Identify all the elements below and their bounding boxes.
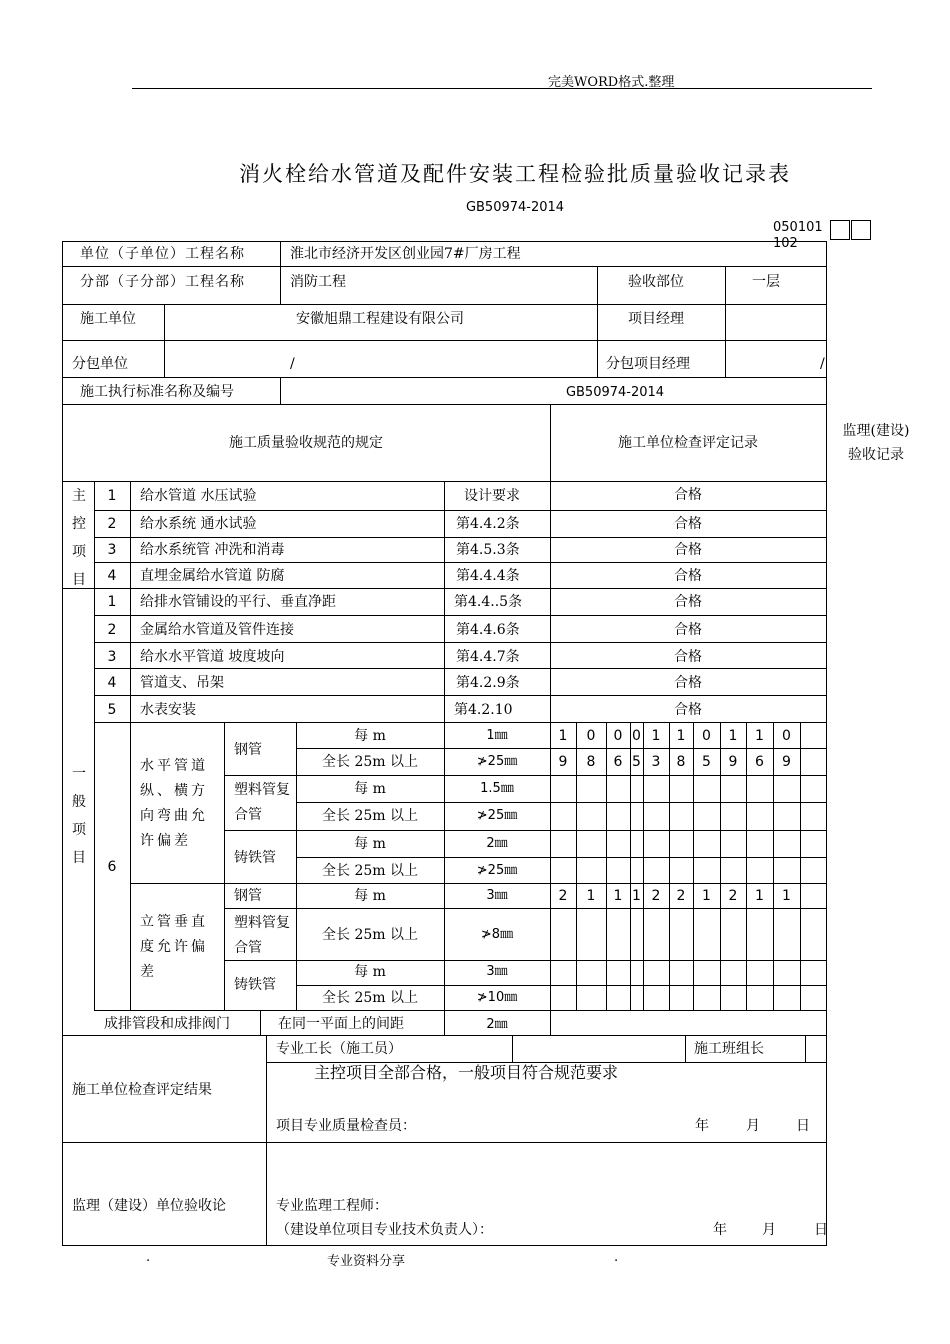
general-item-4-clause: 第4.2.9条 xyxy=(456,675,520,691)
supervisor-column-header-2: 验收记录 xyxy=(848,447,904,463)
h-plastic-full-label: 全长 25m 以上 xyxy=(322,808,418,824)
v-steel-per-m-measure-5: 2 xyxy=(651,888,661,904)
v-steel-per-m-measure-3: 1 xyxy=(613,888,623,904)
h-steel-per-m-tol: 1㎜ xyxy=(486,728,508,743)
conclusion-text: 主控项目全部合格，一般项目符合规范要求 xyxy=(314,1063,619,1082)
contractor-value: 安徽旭鼎工程建设有限公司 xyxy=(296,311,464,327)
general-item-5-clause: 第4.2.10 xyxy=(454,702,513,718)
h-steel-full-measure-2: 8 xyxy=(586,754,596,770)
main-items-label: 主控项目 xyxy=(72,488,86,588)
general-item-2-no: 2 xyxy=(107,622,117,638)
main-item-3-clause: 第4.5.3条 xyxy=(456,542,520,558)
h-iron-full-label: 全长 25m 以上 xyxy=(322,863,418,879)
unit-name-label: 单位（子单位）工程名称 xyxy=(80,246,245,262)
main-item-2-clause: 第4.4.2条 xyxy=(456,516,520,532)
h-plastic-per-m-tol: 1.5㎜ xyxy=(480,781,514,796)
h-steel-per-m-measure-10: 0 xyxy=(782,728,791,744)
h-steel-full-tol: ≯25㎜ xyxy=(476,754,518,769)
general-item-5-name: 水表安装 xyxy=(140,702,196,718)
sub-pm-value: / xyxy=(820,356,825,372)
h-iron-label: 铸铁管 xyxy=(234,850,276,866)
result-year: 年 xyxy=(695,1118,709,1134)
general-item-1-result: 合格 xyxy=(674,594,702,610)
row7-value: 2㎜ xyxy=(486,1017,508,1032)
main-item-3-no: 3 xyxy=(107,542,117,558)
supervisor-column-header-1: 监理(建设) xyxy=(842,423,910,439)
unit-name-value: 淮北市经济开发区创业园7#厂房工程 xyxy=(290,246,521,262)
general-item-2-name: 金属给水管道及管件连接 xyxy=(140,622,294,638)
foreman-label: 专业工长（施工员） xyxy=(276,1041,402,1057)
footer-text: 专业资料分享 xyxy=(327,1254,406,1269)
main-item-2-name: 给水系统 通水试验 xyxy=(140,516,257,532)
general-item-4-name: 管道支、吊架 xyxy=(140,675,224,691)
general-item-4-result: 合格 xyxy=(674,675,702,691)
footer-right-dot: . xyxy=(614,1250,619,1265)
v-steel-per-m-measure-7: 1 xyxy=(702,888,711,904)
v-plastic-full-tol: ≯8㎜ xyxy=(480,927,514,942)
form-code: 050101102 xyxy=(773,220,823,251)
main-item-1-result: 合格 xyxy=(674,487,702,503)
v-steel-per-m-measure-4: 1 xyxy=(632,888,641,904)
supervision-day: 日 xyxy=(814,1222,828,1238)
general-item-3-result: 合格 xyxy=(674,649,702,665)
vertical-deviation-label: 立管垂直度允许偏差 xyxy=(140,914,208,980)
general-item-2-result: 合格 xyxy=(674,622,702,638)
v-steel-per-m-measure-10: 1 xyxy=(782,888,791,904)
contractor-result-label: 施工单位检查评定结果 xyxy=(72,1082,212,1098)
main-item-3-name: 给水系统管 冲洗和消毒 xyxy=(140,542,285,558)
owner-tech-lead-label: （建设单位项目专业技术负责人）： xyxy=(276,1222,493,1238)
main-item-2-result: 合格 xyxy=(674,516,702,532)
sub-division-label: 分部（子分部）工程名称 xyxy=(80,274,245,290)
main-item-3-result: 合格 xyxy=(674,542,702,558)
item6-no: 6 xyxy=(107,859,117,875)
v-iron-per-m-tol: 3㎜ xyxy=(486,964,508,979)
h-steel-label: 钢管 xyxy=(234,742,262,758)
general-item-3-clause: 第4.4.7条 xyxy=(456,649,520,665)
supervision-month: 月 xyxy=(762,1222,776,1238)
v-steel-per-m-measure-2: 1 xyxy=(586,888,596,904)
check-column-header: 施工单位检查评定记录 xyxy=(618,435,758,451)
project-manager-label: 项目经理 xyxy=(628,311,684,327)
subcontractor-label: 分包单位 xyxy=(72,356,128,372)
standard-number: GB50974-2014 xyxy=(465,200,565,215)
v-iron-full-label: 全长 25m 以上 xyxy=(322,990,418,1006)
h-plastic-full-tol: ≯25㎜ xyxy=(476,808,518,823)
general-item-4-no: 4 xyxy=(107,675,117,691)
h-plastic-label: 塑料管复合管 xyxy=(234,782,290,823)
exec-standard-label: 施工执行标准名称及编号 xyxy=(80,384,234,400)
quality-inspector-label: 项目专业质量检查员： xyxy=(276,1118,416,1134)
v-steel-per-m-measure-9: 1 xyxy=(755,888,764,904)
v-steel-per-m-measure-1: 2 xyxy=(558,888,568,904)
h-steel-full-measure-8: 9 xyxy=(728,754,738,770)
main-item-1-name: 给水管道 水压试验 xyxy=(140,488,257,504)
general-item-5-no: 5 xyxy=(107,702,117,718)
acceptance-part-value: 一层 xyxy=(752,274,780,290)
h-steel-full-measure-1: 9 xyxy=(558,754,568,770)
main-item-2-no: 2 xyxy=(107,516,117,532)
sub-division-value: 消防工程 xyxy=(290,274,346,290)
general-item-5-result: 合格 xyxy=(674,702,702,718)
page-header-text: 完美WORD格式.整理 xyxy=(548,75,675,90)
general-item-1-name: 给排水管铺设的平行、垂直净距 xyxy=(140,594,336,610)
footer-left-dot: . xyxy=(146,1250,151,1265)
h-iron-full-tol: ≯25㎜ xyxy=(476,863,518,878)
h-steel-per-m-measure-3: 0 xyxy=(613,728,623,744)
v-iron-per-m-label: 每 m xyxy=(354,964,386,980)
h-steel-full-measure-9: 6 xyxy=(755,754,764,770)
h-iron-per-m-label: 每 m xyxy=(354,836,386,852)
h-steel-per-m-measure-5: 1 xyxy=(651,728,661,744)
v-plastic-label: 塑料管复合管 xyxy=(234,915,290,956)
general-item-1-clause: 第4.4..5条 xyxy=(454,594,523,610)
row7-name: 成排管段和成排阀门 xyxy=(104,1016,230,1032)
subcontractor-value: / xyxy=(290,356,295,372)
main-item-1-no: 1 xyxy=(107,488,117,504)
h-steel-per-m-measure-7: 0 xyxy=(702,728,711,744)
contractor-label: 施工单位 xyxy=(80,311,136,327)
h-steel-per-m-measure-6: 1 xyxy=(676,728,686,744)
supervision-year: 年 xyxy=(713,1222,727,1238)
team-leader-label: 施工班组长 xyxy=(694,1041,764,1057)
h-steel-per-m-label: 每 m xyxy=(354,728,386,744)
acceptance-part-label: 验收部位 xyxy=(628,274,684,290)
general-item-2-clause: 第4.4.6条 xyxy=(456,622,520,638)
h-steel-per-m-measure-8: 1 xyxy=(728,728,738,744)
main-item-4-clause: 第4.4.4条 xyxy=(456,568,520,584)
h-steel-per-m-measure-9: 1 xyxy=(755,728,764,744)
document-title: 消火栓给水管道及配件安装工程检验批质量验收记录表 xyxy=(239,162,791,186)
result-month: 月 xyxy=(746,1118,760,1134)
general-item-3-no: 3 xyxy=(107,649,117,665)
exec-standard-value: GB50974-2014 xyxy=(565,385,665,400)
result-day: 日 xyxy=(796,1118,810,1134)
v-iron-label: 铸铁管 xyxy=(234,977,276,993)
h-steel-full-measure-6: 8 xyxy=(676,754,686,770)
h-steel-full-label: 全长 25m 以上 xyxy=(322,754,418,770)
h-steel-full-measure-10: 9 xyxy=(782,754,791,770)
main-item-1-clause: 设计要求 xyxy=(464,488,520,504)
h-steel-full-measure-7: 5 xyxy=(702,754,711,770)
row7-desc: 在同一平面上的间距 xyxy=(278,1016,404,1032)
v-steel-per-m-label: 每 m xyxy=(354,888,386,904)
h-steel-per-m-measure-2: 0 xyxy=(586,728,596,744)
sub-pm-label: 分包项目经理 xyxy=(606,356,690,372)
v-steel-per-m-measure-8: 2 xyxy=(728,888,738,904)
h-steel-per-m-measure-1: 1 xyxy=(558,728,568,744)
h-steel-full-measure-4: 5 xyxy=(632,754,641,770)
supervising-engineer-label: 专业监理工程师： xyxy=(276,1198,388,1214)
v-steel-per-m-measure-6: 2 xyxy=(676,888,686,904)
general-item-1-no: 1 xyxy=(107,594,117,610)
v-steel-label: 钢管 xyxy=(234,888,262,904)
general-item-3-name: 给水水平管道 坡度坡向 xyxy=(140,649,285,665)
main-item-4-no: 4 xyxy=(107,568,117,584)
v-iron-full-tol: ≯10㎜ xyxy=(476,990,518,1005)
spec-column-header: 施工质量验收规范的规定 xyxy=(229,435,383,451)
h-plastic-per-m-label: 每 m xyxy=(354,781,386,797)
h-steel-full-measure-3: 6 xyxy=(613,754,623,770)
general-items-label: 一般项目 xyxy=(72,766,86,866)
h-iron-per-m-tol: 2㎜ xyxy=(486,836,508,851)
horizontal-deviation-label: 水平管道纵、横方向弯曲允许偏差 xyxy=(140,758,208,849)
supervision-label: 监理（建设）单位验收论 xyxy=(72,1198,226,1214)
main-item-4-name: 直埋金属给水管道 防腐 xyxy=(140,568,285,584)
v-steel-per-m-tol: 3㎜ xyxy=(486,888,508,903)
main-item-4-result: 合格 xyxy=(674,568,702,584)
h-steel-per-m-measure-4: 0 xyxy=(632,728,641,744)
v-plastic-full-label: 全长 25m 以上 xyxy=(322,927,418,943)
h-steel-full-measure-5: 3 xyxy=(651,754,661,770)
